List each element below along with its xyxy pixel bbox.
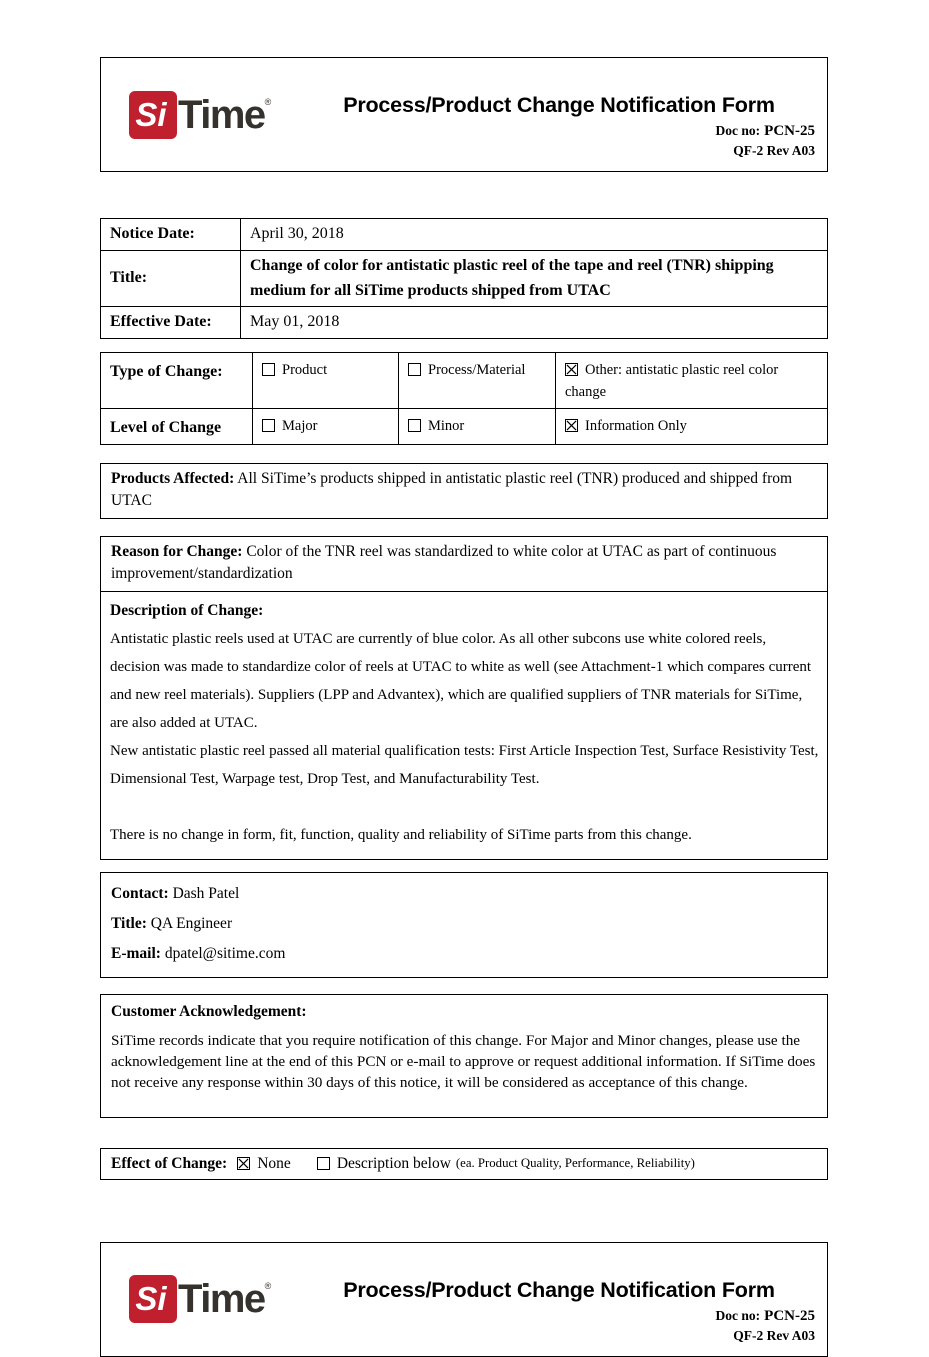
checkbox-label: Major — [282, 417, 318, 434]
checkbox-label: Information Only — [585, 417, 687, 434]
sitime-logo-wordmark: Time — [178, 1277, 265, 1322]
doc-no-value: PCN-25 — [764, 123, 815, 139]
doc-revision: QF-2 Rev A03 — [733, 143, 815, 158]
table-row — [101, 219, 828, 251]
option-other — [556, 353, 828, 409]
change-type-table — [100, 352, 828, 445]
option-information-only — [556, 408, 828, 444]
notice-date-value: April 30, 2018 — [241, 219, 828, 251]
checkbox-product[interactable] — [262, 363, 275, 376]
contact-title-label: Title: — [111, 914, 147, 932]
description-paragraph: New antistatic plastic reel passed all material qualification tests: First Article Inspection Test, Surface Resistivity Test, Dimensional Test, Warpage test, Drop Test, and Manufacturability Test. — [110, 742, 819, 787]
checkbox-minor[interactable] — [408, 419, 421, 432]
effect-of-change-section — [100, 1148, 828, 1180]
option-description-below — [317, 1155, 695, 1173]
notice-table — [100, 218, 828, 339]
checkbox-process-material[interactable] — [408, 363, 421, 376]
description-label: Description of Change: — [110, 601, 264, 619]
table-row — [101, 408, 828, 444]
document-meta — [301, 1306, 817, 1345]
option-process-material — [399, 353, 556, 409]
reason-text: Color of the TNR reel was standardized to white color at UTAC as part of continuous improvement/standardization — [111, 542, 777, 582]
doc-number-line — [301, 121, 815, 141]
doc-no-label: Doc no: — [715, 123, 761, 138]
table-row — [101, 353, 828, 409]
checkbox-major[interactable] — [262, 419, 275, 432]
contact-label: Contact: — [111, 884, 169, 902]
document-title: Process/Product Change Notification Form — [343, 1277, 775, 1302]
effective-date-value: May 01, 2018 — [241, 307, 828, 339]
contact-title-value: QA Engineer — [150, 914, 233, 932]
contact-section — [100, 872, 828, 978]
notice-date-label: Notice Date: — [101, 219, 241, 251]
checkbox-label: Other: antistatic plastic reel color change — [565, 362, 779, 400]
effect-of-change-label: Effect of Change: — [111, 1154, 228, 1172]
title-value: Change of color for antistatic plastic reel of the tape and reel (TNR) shipping medium for all SiTime products shipped from UTAC — [241, 250, 828, 307]
document-header — [100, 57, 828, 172]
checkbox-none[interactable] — [237, 1157, 250, 1170]
checkbox-label: Minor — [428, 417, 465, 434]
products-affected-text: All SiTime’s products shipped in antistatic plastic reel (TNR) produced and shipped from UTAC — [111, 469, 793, 509]
contact-value: Dash Patel — [172, 884, 240, 902]
contact-title-row — [111, 909, 817, 939]
doc-number-line — [301, 1306, 815, 1326]
checkbox-information-only[interactable] — [565, 419, 578, 432]
doc-revision: QF-2 Rev A03 — [733, 1327, 815, 1343]
reason-for-change — [101, 537, 827, 591]
effect-note: (ea. Product Quality, Performance, Reliability) — [455, 1156, 695, 1171]
reason-label: Reason for Change: — [111, 542, 243, 560]
description-paragraph: Antistatic plastic reels used at UTAC are currently of blue color. As all other subcons use white colored reels, decision was made to standardize color of reels at UTAC to white as well (see Attachment-1 which compares current and new reel materials). Suppliers (LPP and Advantex), which are qualified suppliers of TNR materials for SiTime, are also added at UTAC. — [110, 630, 812, 731]
registered-trademark-icon: ® — [264, 96, 272, 107]
document-footer — [100, 1242, 828, 1357]
customer-acknowledgement-section — [100, 994, 828, 1118]
checkbox-label: Product — [282, 362, 328, 379]
doc-no-label: Doc no: — [715, 1307, 761, 1323]
doc-no-value: PCN-25 — [764, 1307, 815, 1324]
description-of-change — [101, 591, 827, 859]
checkbox-label: Description below — [336, 1154, 451, 1172]
document-meta — [301, 121, 817, 160]
table-row — [101, 250, 828, 307]
checkbox-description-below[interactable] — [317, 1157, 330, 1170]
type-of-change-label: Type of Change: — [101, 353, 253, 409]
header-title-block — [301, 69, 817, 160]
sitime-logo-si-mark: Si — [129, 1275, 177, 1323]
table-row — [101, 307, 828, 339]
effective-date-label: Effective Date: — [101, 307, 241, 339]
option-minor — [399, 408, 556, 444]
sitime-logo-wordmark: Time — [178, 92, 265, 137]
document-title: Process/Product Change Notification Form — [343, 93, 775, 117]
title-label: Title: — [101, 250, 241, 307]
registered-trademark-icon: ® — [264, 1281, 272, 1292]
sitime-logo — [129, 91, 301, 139]
checkbox-label: None — [257, 1154, 291, 1172]
footer-title-block — [301, 1254, 817, 1345]
sitime-logo-si-mark: Si — [129, 91, 177, 139]
reason-description-section — [100, 536, 828, 860]
sitime-logo — [129, 1275, 301, 1323]
contact-email-row — [111, 939, 817, 969]
level-of-change-label: Level of Change — [101, 408, 253, 444]
description-paragraph: There is no change in form, fit, function, quality and reliability of SiTime parts from this change. — [110, 826, 692, 843]
checkbox-other[interactable] — [565, 363, 578, 376]
contact-email-value: dpatel@sitime.com — [164, 944, 286, 962]
acknowledgement-text: SiTime records indicate that you require notification of this change. For Major and Minor changes, please use the acknowledgement line at the end of this PCN or e-mail to approve or request additional information. If SiTime does not receive any response within 30 days of this notice, it will be considered as acceptance of this change. — [111, 1031, 816, 1091]
acknowledgement-label: Customer Acknowledgement: — [111, 1002, 307, 1020]
products-affected-label: Products Affected: — [111, 469, 235, 487]
option-product — [253, 353, 399, 409]
option-none — [237, 1155, 291, 1173]
products-affected-section — [100, 463, 828, 519]
checkbox-label: Process/Material — [428, 362, 526, 379]
contact-email-label: E-mail: — [111, 944, 161, 962]
contact-name-row — [111, 879, 817, 909]
option-major — [253, 408, 399, 444]
